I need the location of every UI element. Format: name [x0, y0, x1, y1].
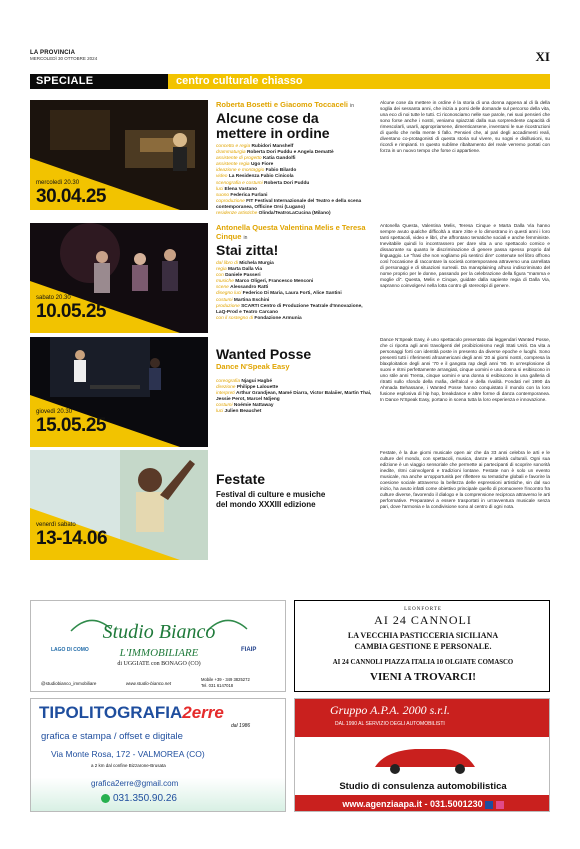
car-image — [295, 739, 550, 779]
credit-person: Olinda/TeatroLaCucina (Milano) — [258, 211, 331, 217]
credit-line — [216, 409, 372, 415]
credit-person: La Residenza Fabio Cinicola — [228, 174, 294, 180]
page-number: XI — [535, 49, 550, 64]
credit-person: Marco Oligeri, Francesco Menconi — [235, 279, 314, 285]
cannoli-cta: VIENI A TROVARCI! — [370, 671, 476, 683]
credit-person: Roberta Dori Puddu e Angela Demattè — [246, 150, 334, 156]
credit-role: luci — [216, 409, 225, 415]
credit-role: scenografia e costumi — [216, 180, 264, 186]
credit-person: Michela Murgia — [239, 261, 274, 266]
event-info — [216, 347, 372, 416]
credit-person: Daniele Passeri — [225, 273, 261, 279]
ad-cannoli[interactable] — [294, 600, 550, 692]
credit-person: Martina Eschini — [233, 297, 270, 303]
credit-role: con — [216, 273, 226, 279]
credit-role: regia — [216, 267, 228, 273]
event-date: 13-14.06 — [36, 528, 108, 549]
lago-logo: LAGO DI COMO — [51, 647, 89, 653]
credit-line — [216, 391, 372, 403]
facebook-icon — [485, 801, 493, 809]
credit-person: Federico Di Maria, Laura Forti, Alice Santini — [242, 291, 342, 297]
credit-line — [216, 316, 372, 322]
credit-role: produzione — [216, 303, 242, 309]
event-day: mercoledì 20.30 — [36, 180, 80, 186]
credit-role: coproduzione — [216, 198, 247, 204]
instagram-icon — [496, 801, 504, 809]
credit-person: Julien Beauchet — [224, 409, 262, 415]
apa-phone: - 031.5001230 — [424, 799, 483, 809]
event-authors — [216, 223, 372, 243]
credit-role: direzione — [216, 385, 237, 391]
credit-person: Roberta Dori Puddu — [264, 180, 310, 186]
event-photo — [30, 223, 208, 333]
tipo-phone-row — [101, 793, 177, 804]
event-subtitle: Dance N'Speak Easy — [216, 362, 290, 371]
credit-person: Arthur Grandjean, Mamé Diarra, Victor Balaiier, Martin Thai, Jessie Perot, Marcel Ndjeng — [216, 391, 372, 403]
tipo-address: Via Monte Rosa, 172 - VALMOREA (CO) — [51, 749, 205, 759]
credit-person: Njagui Hagbé — [241, 379, 272, 384]
credit-role: ideazione e montaggio — [216, 168, 266, 174]
event-day: venerdì sabato — [36, 522, 76, 528]
credit-person: Elena Vastano — [224, 186, 258, 192]
issue-date: MERCOLEDÌ 30 OTTOBRE 2024 — [30, 56, 98, 61]
event-photo — [30, 337, 208, 447]
apa-name: Gruppo A.P.A. 2000 s.r.l. — [330, 703, 450, 717]
credit-role: assistente di progetto — [216, 156, 263, 162]
credit-person: Marta Dalla Via — [228, 267, 263, 273]
ad-logo: Studio Bianco — [102, 621, 216, 643]
credit-line — [216, 199, 372, 211]
cannoli-line-2: CAMBIA GESTIONE E PERSONALE. — [354, 642, 492, 651]
event-title: Alcune cose da mettere in ordine — [216, 110, 330, 141]
event-credits — [216, 144, 372, 217]
credit-person: SCARTI Centro di Produzione Teatrale d'Innovazione, LaQ-Prod e Teatro Carcano — [216, 303, 363, 315]
apa-contact — [295, 795, 550, 812]
event-credits — [216, 261, 372, 322]
event-date: 15.05.25 — [36, 415, 106, 436]
apa-tagline: DAL 1990 AL SERVIZIO DEGLI AUTOMOBILISTI — [335, 721, 445, 727]
event-description: Dance N'Speak Easy, è uno spettacolo presentato dai leggendari Wanted Posse, che ci riporta agli anni travolgenti del proibizionismo negli Stati Uniti. Da vita a personaggi forti con identità poste in presento da diverse epoche e luoghi. Sono presenti tutti i riferimenti afroamericani degli anni '20 ai giorni nostri, compresa la blaxploitation degli anni '70 e il gangsta rap degli anni '90. In un'esplosione di suoni e ritmi perfettamente arrangiati, cinque uomini e una donna si esibiscono in uno stile anni Trenta, cinque uomini e una donna si esibiscono in una galleria di ritratti sullo sfondo della mafia, dell'alcol e della rivalità. Fondati nel 1990 da Ahmada Behassane, i Wanted Posse hanno conquistato il mondo con la loro fusione esplosiva di hip hop, breakdance e altre forme di danza contemporanea. In Dance N'Speak Easy, portano in scena tutta la loro esperienza e innovazione. — [380, 337, 550, 402]
masthead — [30, 50, 97, 61]
ad-apa[interactable] — [294, 698, 550, 812]
event-credits — [216, 379, 372, 416]
credit-person: Philippe Lalouette — [236, 385, 279, 391]
event-description: Alcune cose da mettere in ordine è la storia di una donna appena al di là della soglia dei sessanta anni, che inizia a porsi delle domande sul percorso della vita, una eco di noi tutte le tutti. Ci riconosciamo nelle sue parole, nei suoi pensieri che sono forse anche i nostri, veniamo spiazzati dalla sua sorprendente capacità di rimescolarli, usarli, appropriarsene, dimenticarsene, inventarsi le sue ricostruzioni di quello che nella mente ti fallo. Pensieri che, al pari degli accadimenti reali, diventano co-protagonisti di questa storia sul vivere, su sogni e disillusioni, su ricordi e rimpianti. In questo sublime ribaltamento del reale verremo portati con forza in un nuovo tempo che forse ci appartiene. — [380, 100, 550, 153]
ad-social: @studiobianco_immobiliare — [41, 681, 97, 686]
credit-role: dal libro di — [216, 261, 240, 266]
event-day: sabato 20.30 — [36, 295, 71, 301]
credit-role: con il sostegno di — [216, 315, 255, 321]
authors-text: Antonella Questa Valentina Melis e Teresa Cinque — [216, 223, 366, 241]
ad-mobile: Mobile +39 - 349 3825272 — [201, 677, 250, 682]
event-info — [216, 100, 372, 217]
ad-web: www.studio-bianco.net — [126, 681, 172, 686]
credit-person: Fabio Bilardo — [265, 168, 297, 174]
event-date: 10.05.25 — [36, 301, 106, 322]
credit-role: suono — [216, 192, 231, 198]
credit-role: disegno luci — [216, 291, 243, 297]
event-description: Festate, è la due giorni musicale open air che da 33 anni celebra le arti e le culture del mondo, con spettacoli, musica, danze e attività culturali. Ogni sua edizione è un viaggio sensoriale che permette ai partecipanti di scoprire sonorità inedite, ritmi coinvolgenti e tradizioni lontane. Festate non è solo un evento musicale, ma anche un'opportunità per riflettere su tematiche globali e favorire la coesione sociale attraverso la bellezza delle espressioni artistiche, sin dal suo inizio, ha avuto infatti come obiettivo principale quello di promuovere l'incontro fra culture diverse, favorendo il dialogo e la comprensione reciproca attraverso le arti performative. Preparatevi a essere trasportati in un'avventura musicale senza pari, dove l'armonia e la condivisione sono al centro di ogni nota. — [380, 450, 550, 509]
credit-role: drammaturgia — [216, 150, 247, 156]
credit-role: residenze artistiche — [216, 211, 259, 217]
event-subtitle: Festival di culture e musiche del mondo XXXIII edizione — [216, 490, 326, 509]
credit-line — [216, 304, 372, 316]
event-description: Antonella Questa, Valentina Melis, Teresa Cinque e Marta Dalla Via hanno sempre avuto qualche difficoltà a stare zitte e lo dimostrano in questi anni i loro tanti spettacoli, video e libri, che affrontano tematiche sociali e anche femministe. Inevitabile quindi lo incontrassero per dare vita a uno spettacolo comico e dissacrante su quanto le discriminazione di genere passa spesso proprio dal linguaggio. Le "frasi che non vogliamo più sentirci dire" contenute nel libro offrono così l'occasione di raccontare la società contemporanea attraverso una carrellata di personaggi e di situazioni surreali. Da mansplaining all'uso indiscriminato del nome proprio per le donne, passando per la celebrazione della figura "mamma e moglie di". Questa, Melis e Cinque, guidate dalla sapiente regia di Dalla Via, sapranno coinvolgervi nella lotta contro gli stereotipi di genere. — [380, 223, 550, 288]
newspaper-name: LA PROVINCIA — [30, 50, 76, 56]
tipo-phone: 031.350.90.26 — [113, 793, 177, 804]
credit-role: interpreti — [216, 391, 236, 397]
ad-studio-bianco[interactable] — [30, 600, 286, 692]
ad-tel: Tel. 031 6147018 — [201, 683, 234, 688]
credit-line — [216, 211, 372, 217]
section-tag: SPECIALE — [30, 74, 168, 89]
credit-role: scene — [216, 285, 231, 291]
credit-person: Katia Gandolfi — [262, 156, 296, 162]
cannoli-brand-small: LEONFORTE — [404, 607, 442, 612]
cannoli-address: AI 24 CANNOLI PIAZZA ITALIA 10 OLGIATE COMASCO — [332, 659, 514, 666]
credit-person: Ugo Fiore — [250, 162, 274, 168]
event-info — [216, 472, 372, 510]
tipo-name — [39, 703, 224, 723]
credit-role: assistente regia — [216, 162, 251, 168]
credit-role: costumi — [216, 297, 234, 303]
credit-person: Fondazione Armunia — [254, 315, 302, 321]
ad-tipolitografia[interactable] — [30, 698, 286, 812]
credit-role: coreografia — [216, 379, 242, 384]
credit-role: luci — [216, 186, 225, 192]
whatsapp-icon — [101, 794, 110, 803]
credit-person: Alessandro Ratti — [230, 285, 269, 291]
tipo-email: grafica2erre@gmail.com — [91, 779, 179, 788]
credit-person: Rubidori Manshelf — [251, 144, 294, 149]
cannoli-brand: AI 24 CANNOLI — [374, 613, 472, 627]
apa-web: www.agenziaapa.it — [342, 799, 423, 809]
credit-role: musiche — [216, 279, 236, 285]
event-info — [216, 223, 372, 322]
tipo-name-b: 2erre — [182, 703, 224, 722]
event-photo — [30, 450, 208, 560]
authors-text: Roberta Bosetti e Giacomo Toccaceli — [216, 100, 348, 109]
ad-location: di UGGIATE con BONAGO (CO) — [117, 661, 201, 667]
credit-role: video — [216, 174, 229, 180]
apa-studio: Studio di consulenza automobilistica — [339, 781, 507, 792]
authors-in: in — [243, 235, 248, 241]
fiaip-logo: FIAIP — [241, 647, 257, 653]
tipo-since: dal 1986 — [231, 723, 251, 729]
credit-role: concetto e regia — [216, 144, 252, 149]
credit-person: FIT Festival Internazionale del Teatro e della scena contemporanea, Officine Orsi (Lugano) — [216, 198, 362, 210]
tipo-name-a: TIPOLITOGRAFIA — [39, 703, 183, 722]
section-header — [30, 74, 550, 89]
event-photo — [30, 100, 208, 210]
event-date: 30.04.25 — [36, 186, 106, 207]
event-title: Festate — [216, 471, 266, 487]
section-title: centro culturale chiasso — [168, 74, 550, 89]
tipo-services: grafica e stampa / offset e digitale — [41, 731, 183, 742]
cannoli-line-1: LA VECCHIA PASTICCERIA SICILIANA — [347, 631, 499, 640]
event-day: giovedì 20.30 — [36, 409, 73, 415]
authors-in: in — [350, 103, 354, 109]
ad-subtitle: L'IMMOBILIARE — [119, 647, 199, 659]
credit-person: Federica Furlani — [230, 192, 268, 198]
event-title: Wanted Posse — [216, 346, 312, 362]
event-title: Stai zitta! — [216, 242, 279, 258]
credit-person: Noémie Nattaway — [233, 403, 274, 409]
tipo-near: a 2 km dal confine Bizzarone-Brusata — [91, 763, 166, 768]
credit-role: costumi — [216, 403, 234, 409]
